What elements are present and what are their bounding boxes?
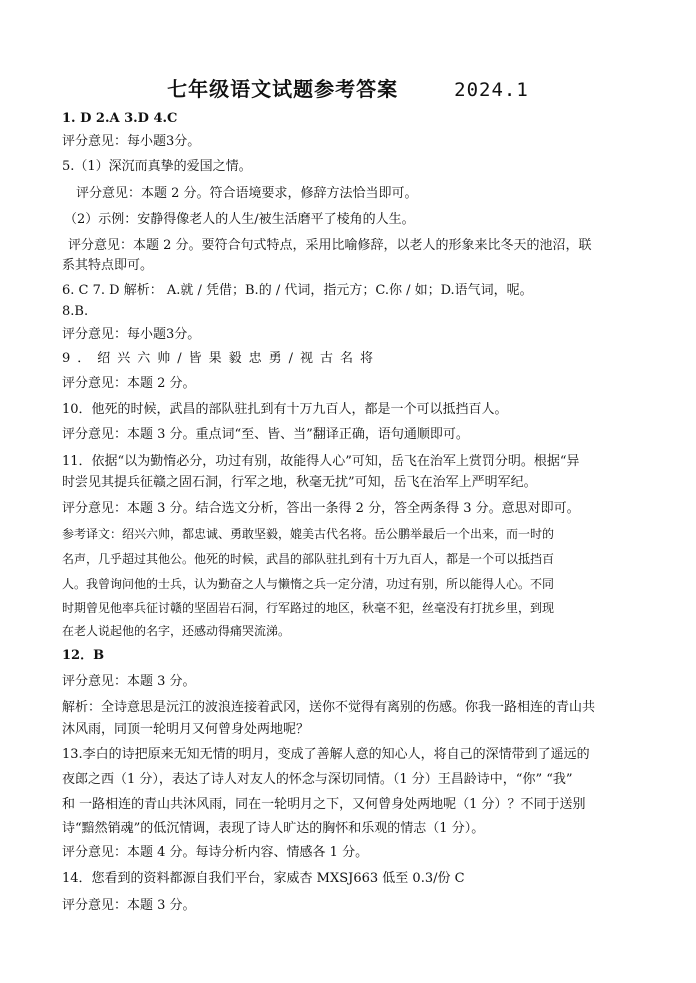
answer-line-11: 11．依据“以为勤惰必分，功过有别，故能得人心”可知，岳飞在治军上赏罚分明。根据“异: [62, 454, 580, 469]
answer-line-10: 10．他死的时候，武昌的部队驻扎到有十万九百人，都是一个可以抵挡百人。: [62, 402, 508, 417]
answer-line-14: 14．您看到的资料都源自我们平台，家威杏 MXSJ663 低至 0.3/份 C: [62, 871, 465, 886]
scoring-line: 评分意见：本题 4 分。每诗分析内容、情感各 1 分。: [62, 845, 369, 860]
answer-line-13-cont: 和 一路相连的青山共沐风雨，同在一轮明月之下，又何曾身处两地呢（1 分）？不同于送别: [62, 797, 586, 812]
scoring-line: 评分意见：本题 2 分。要符合句式特点，采用比喻修辞，以老人的形象来比冬天的池沼，联: [68, 238, 592, 253]
title-text: 七年级语文试题参考答案: [167, 77, 399, 101]
scoring-line: 评分意见：本题 3 分。重点词“至、皆、当”翻译正确，语句通顺即可。: [62, 427, 469, 442]
answer-line-5-2: （2）示例：安静得像老人的人生/被生活磨平了棱角的人生。: [64, 212, 415, 227]
answer-line-11-cont: 时尝见其提兵征赣之固石洞，行军之地，秋毫无扰”可知，岳飞在治军上严明军纪。: [62, 475, 537, 490]
answer-line-12: 12．B: [62, 648, 105, 663]
answer-line-1-4: 1. D 2.A 3.D 4.C: [62, 111, 178, 126]
translation-line: 名声，几乎超过其他公。他死的时候，武昌的部队驻扎到有十万九百人，都是一个可以抵挡百: [62, 552, 555, 566]
translation-line: 在老人说起他的名字，还感动得痛哭流涕。: [62, 624, 291, 638]
translation-line: 时期曾见他率兵征讨赣的坚固岩石洞，行军路过的地区，秋毫不犯，丝毫没有打扰乡里，到现: [62, 601, 555, 615]
translation-line: 人。我曾询问他的士兵，认为勤奋之人与懒惰之兵一定分清，功过有别，所以能得人心。不同: [62, 577, 555, 591]
scoring-line: 评分意见：本题 3 分。结合选文分析，答出一条得 2 分，答全两条得 3 分。意思对即可。: [62, 501, 580, 516]
scoring-line: 评分意见：本题 2 分。: [62, 376, 196, 391]
answer-line-5-1: 5.（1）深沉而真挚的爱国之情。: [62, 159, 252, 174]
analysis-line-cont: 沐风雨，同顶一轮明月又何曾身处两地呢？: [62, 722, 310, 737]
answer-line-13: 13.李白的诗把原来无知无情的明月，变成了善解人意的知心人，将自己的深情带到了遥远的: [62, 747, 590, 762]
scoring-line: 评分意见：本题 3 分。: [62, 898, 196, 913]
answer-line-13-cont: 诗“黯然销魂”的低沉情调，表现了诗人旷达的胸怀和乐观的情志（1 分）。: [62, 821, 485, 836]
scoring-line: 评分意见：本题 3 分。: [62, 674, 196, 689]
scoring-line: 评分意见：每小题3分。: [62, 134, 201, 149]
answer-line-8: 8.B.: [62, 304, 89, 319]
answer-line-9: 9．绍兴六帅/皆果毅忠勇/视古名将: [62, 351, 381, 366]
document-title: [0, 73, 696, 102]
answer-line-13-cont: 夜郎之西（1 分），表达了诗人对友人的怀念与深切同情。（1 分）王昌龄诗中，“你” “我”: [62, 772, 573, 787]
translation-line: 参考译文：绍兴六帅，都忠诚、勇敢坚毅，媲美古代名将。岳公鹏举最后一个出来，而一时的: [62, 527, 555, 541]
title-date: 2024.1: [454, 79, 529, 101]
answer-line-6-7: 6. C 7. D 解析： A.就 / 凭借；B.的 / 代词，指元方；C.你 / 如；D.语气词，呢。: [62, 283, 533, 298]
scoring-line-cont: 系其特点即可。: [62, 258, 154, 273]
scoring-line: 评分意见：每小题3分。: [62, 327, 201, 342]
analysis-line: 解析：全诗意思是沅江的波浪连接着武冈，送你不觉得有离别的伤感。你我一路相连的青山共: [62, 700, 596, 715]
scoring-line: 评分意见：本题 2 分。符合语境要求，修辞方法恰当即可。: [76, 186, 418, 201]
